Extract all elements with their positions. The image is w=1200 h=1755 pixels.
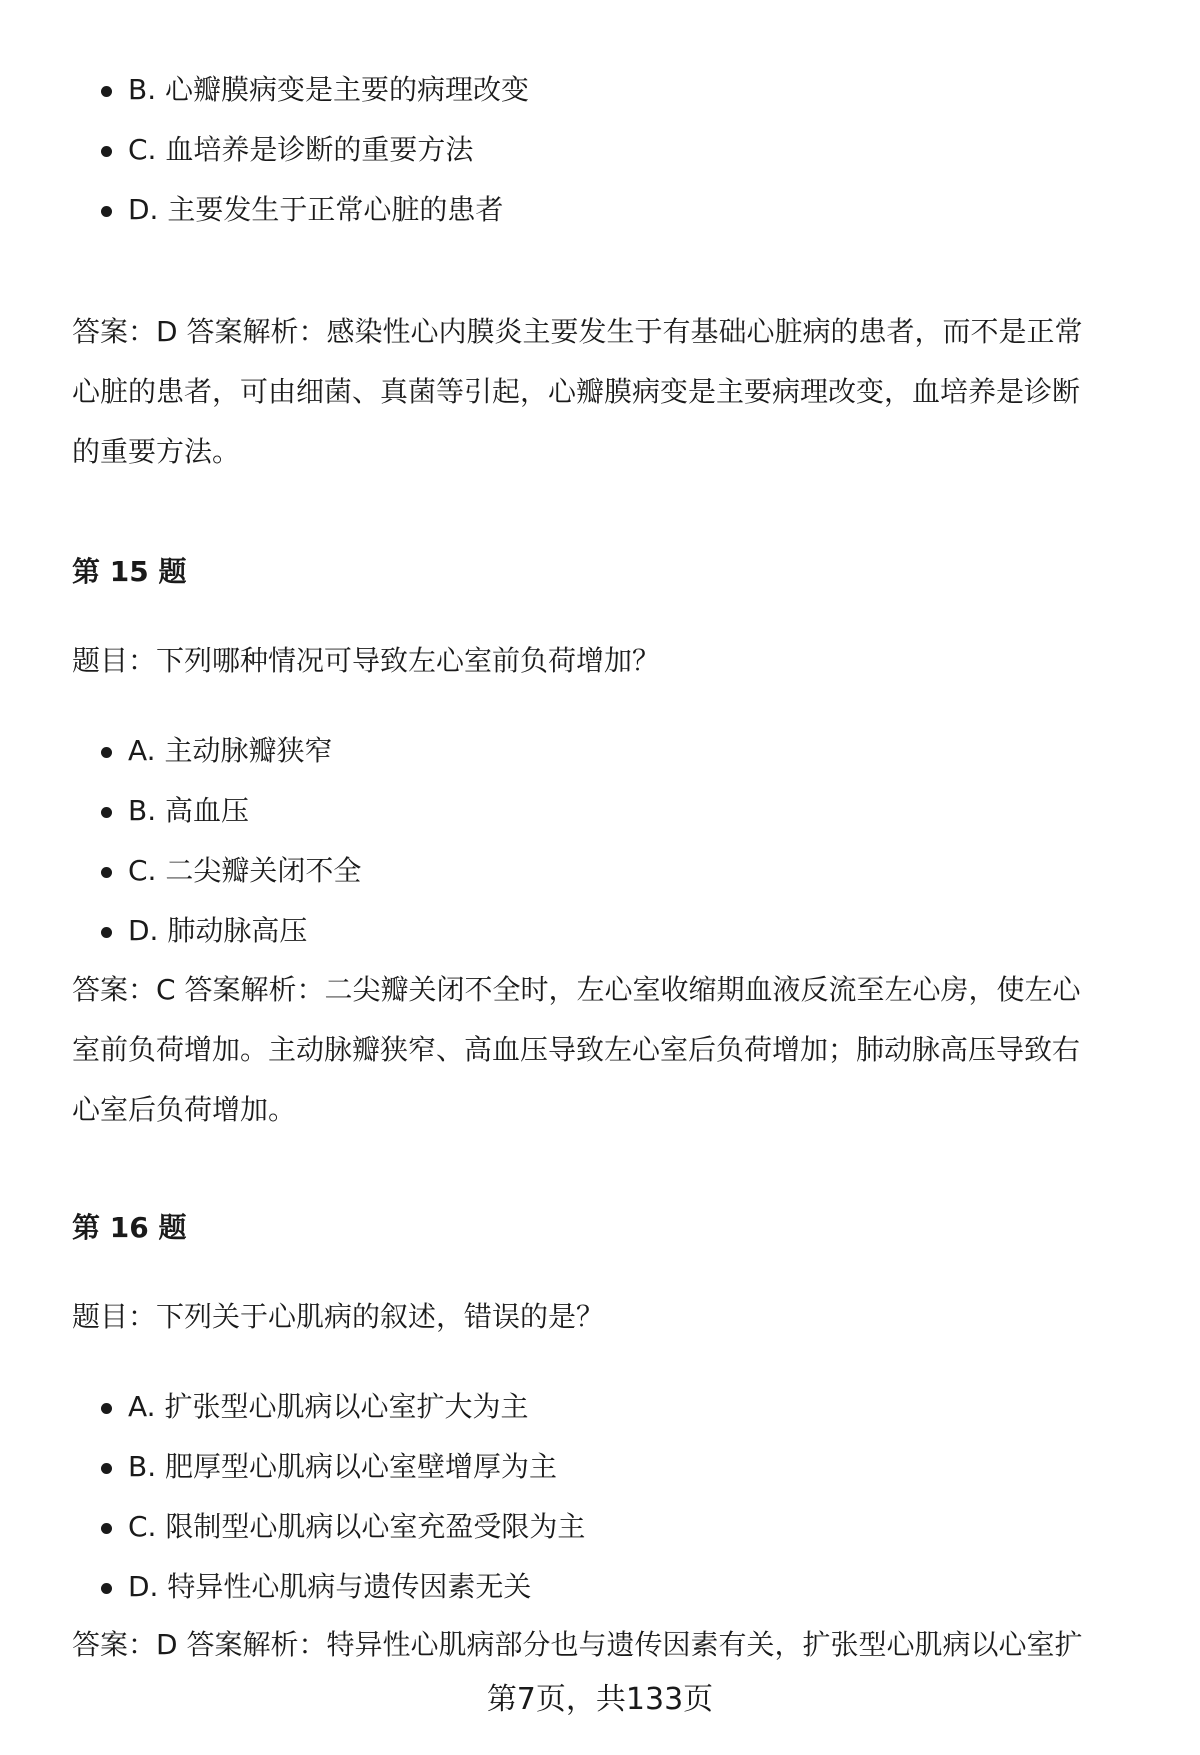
answer-line: 答案：C 答案解析：二尖瓣关闭不全时，左心室收缩期血液反流至左心房，使左心 — [72, 973, 1081, 1006]
answer-line: 室前负荷增加。主动脉瓣狭窄、高血压导致左心室后负荷增加；肺动脉高压导致右 — [72, 1033, 1081, 1066]
page-number-footer: 第7页，共133页 — [486, 1682, 714, 1717]
option-text: A. 主动脉瓣狭窄 — [128, 734, 333, 767]
option-text: C. 限制型心肌病以心室充盈受限为主 — [128, 1510, 586, 1543]
option-text: D. 主要发生于正常心脏的患者 — [128, 193, 504, 226]
bullet-icon — [101, 927, 112, 938]
bullet-icon — [101, 807, 112, 818]
option-item — [72, 841, 361, 901]
option-text: C. 血培养是诊断的重要方法 — [128, 133, 474, 166]
option-text: B. 高血压 — [128, 794, 250, 827]
bullet-icon — [101, 1583, 112, 1594]
option-item — [72, 1557, 585, 1617]
option-item — [72, 901, 361, 961]
option-item — [72, 721, 361, 781]
option-item — [72, 120, 529, 180]
answer-line: 心室后负荷增加。 — [72, 1093, 297, 1126]
answer-line: 的重要方法。 — [72, 435, 241, 468]
question-15-text: 题目：下列哪种情况可导致左心室前负荷增加？ — [72, 644, 661, 677]
option-item — [72, 180, 529, 240]
bullet-icon — [101, 1403, 112, 1414]
question-15-options — [72, 721, 361, 961]
bullet-icon — [101, 867, 112, 878]
answer-line: 心脏的患者，可由细菌、真菌等引起，心瓣膜病变是主要病理改变，血培养是诊断 — [72, 375, 1081, 408]
option-text: D. 肺动脉高压 — [128, 914, 308, 947]
bullet-icon — [101, 1523, 112, 1534]
question-15-heading: 第 15 题 — [72, 555, 187, 588]
question-16-options — [72, 1377, 585, 1617]
option-item — [72, 1497, 585, 1557]
option-item — [72, 1377, 585, 1437]
bullet-icon — [101, 206, 112, 217]
question-15-answer — [72, 960, 1152, 1140]
option-item — [72, 60, 529, 120]
bullet-icon — [101, 86, 112, 97]
option-text: B. 心瓣膜病变是主要的病理改变 — [128, 73, 530, 106]
option-item — [72, 781, 361, 841]
question-16-text: 题目：下列关于心肌病的叙述，错误的是？ — [72, 1300, 605, 1333]
option-text: A. 扩张型心肌病以心室扩大为主 — [128, 1390, 529, 1423]
answer-line: 答案：D 答案解析：感染性心内膜炎主要发生于有基础心脏病的患者，而不是正常 — [72, 315, 1083, 348]
option-text: D. 特异性心肌病与遗传因素无关 — [128, 1570, 532, 1603]
option-item — [72, 1437, 585, 1497]
prev-question-options — [72, 60, 529, 240]
option-text: B. 肥厚型心肌病以心室壁增厚为主 — [128, 1450, 558, 1483]
option-text: C. 二尖瓣关闭不全 — [128, 854, 362, 887]
bullet-icon — [101, 1463, 112, 1474]
question-16-answer — [72, 1615, 1152, 1675]
bullet-icon — [101, 747, 112, 758]
question-16-heading: 第 16 题 — [72, 1211, 187, 1244]
bullet-icon — [101, 146, 112, 157]
answer-line: 答案：D 答案解析：特异性心肌病部分也与遗传因素有关，扩张型心肌病以心室扩 — [72, 1628, 1083, 1661]
prev-answer — [72, 302, 1152, 482]
